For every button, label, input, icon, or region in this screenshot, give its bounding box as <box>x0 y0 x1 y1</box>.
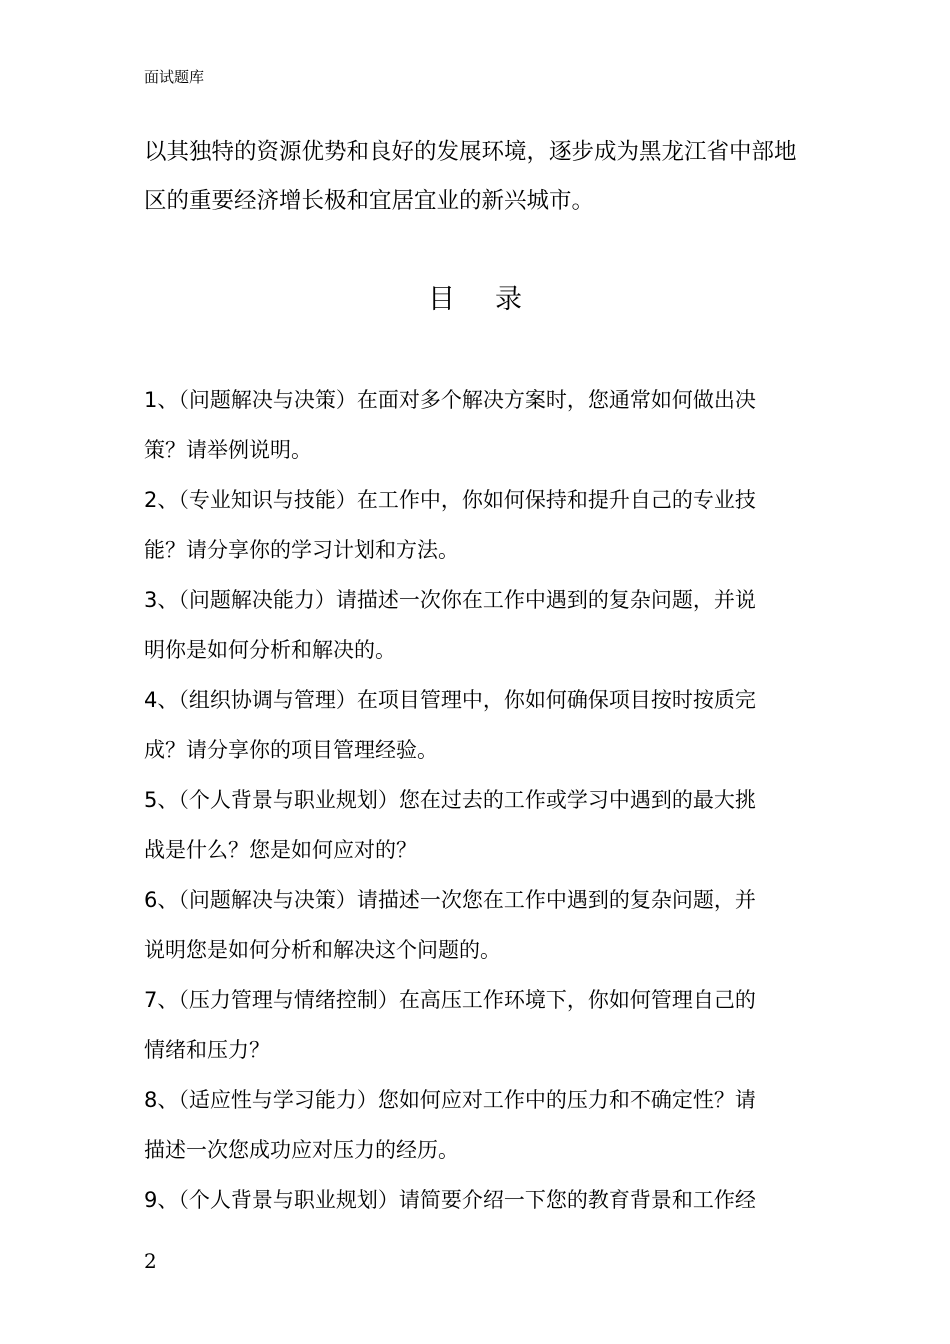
page-header: 面试题库 <box>144 68 205 86</box>
toc-item-line: 成？请分享你的项目管理经验。 <box>144 738 438 762</box>
toc-item-line: 1、（问题解决与决策）在面对多个解决方案时，您通常如何做出决 <box>144 388 756 412</box>
intro-line: 区的重要经济增长极和宜居宜业的新兴城市。 <box>144 188 595 214</box>
toc-item <box>144 375 824 475</box>
toc-item-line: 3、（问题解决能力）请描述一次你在工作中遇到的复杂问题，并说 <box>144 588 756 612</box>
toc-item-line: 2、（专业知识与技能）在工作中，你如何保持和提升自己的专业技 <box>144 488 756 512</box>
toc-item-line: 说明您是如何分析和解决这个问题的。 <box>144 938 501 962</box>
toc-item <box>144 1175 824 1225</box>
intro-paragraph <box>144 128 824 226</box>
page-number: 2 <box>144 1249 157 1273</box>
toc-title: 目录 <box>428 284 562 315</box>
toc-item <box>144 775 824 875</box>
toc-item <box>144 875 824 975</box>
toc-item-line: 8、（适应性与学习能力）您如何应对工作中的压力和不确定性？请 <box>144 1088 756 1112</box>
toc-item-line: 5、（个人背景与职业规划）您在过去的工作或学习中遇到的最大挑 <box>144 788 756 812</box>
toc-item-line: 描述一次您成功应对压力的经历。 <box>144 1138 459 1162</box>
toc-list <box>144 375 824 1225</box>
toc-item <box>144 475 824 575</box>
toc-item-line: 情绪和压力？ <box>144 1038 270 1062</box>
toc-item <box>144 1075 824 1175</box>
toc-item-line: 4、（组织协调与管理）在项目管理中，你如何确保项目按时按质完 <box>144 688 756 712</box>
toc-item-line: 7、（压力管理与情绪控制）在高压工作环境下，你如何管理自己的 <box>144 988 756 1012</box>
toc-item-line: 6、（问题解决与决策）请描述一次您在工作中遇到的复杂问题，并 <box>144 888 756 912</box>
toc-item <box>144 575 824 675</box>
toc-item-line: 明你是如何分析和解决的。 <box>144 638 396 662</box>
intro-line: 以其独特的资源优势和良好的发展环境，逐步成为黑龙江省中部地 <box>144 139 797 165</box>
toc-item-line: 策？请举例说明。 <box>144 438 312 462</box>
toc-item-line: 9、（个人背景与职业规划）请简要介绍一下您的教育背景和工作经 <box>144 1188 756 1212</box>
toc-item <box>144 675 824 775</box>
toc-item-line: 战是什么？您是如何应对的？ <box>144 838 417 862</box>
toc-item <box>144 975 824 1075</box>
toc-item-line: 能？请分享你的学习计划和方法。 <box>144 538 459 562</box>
